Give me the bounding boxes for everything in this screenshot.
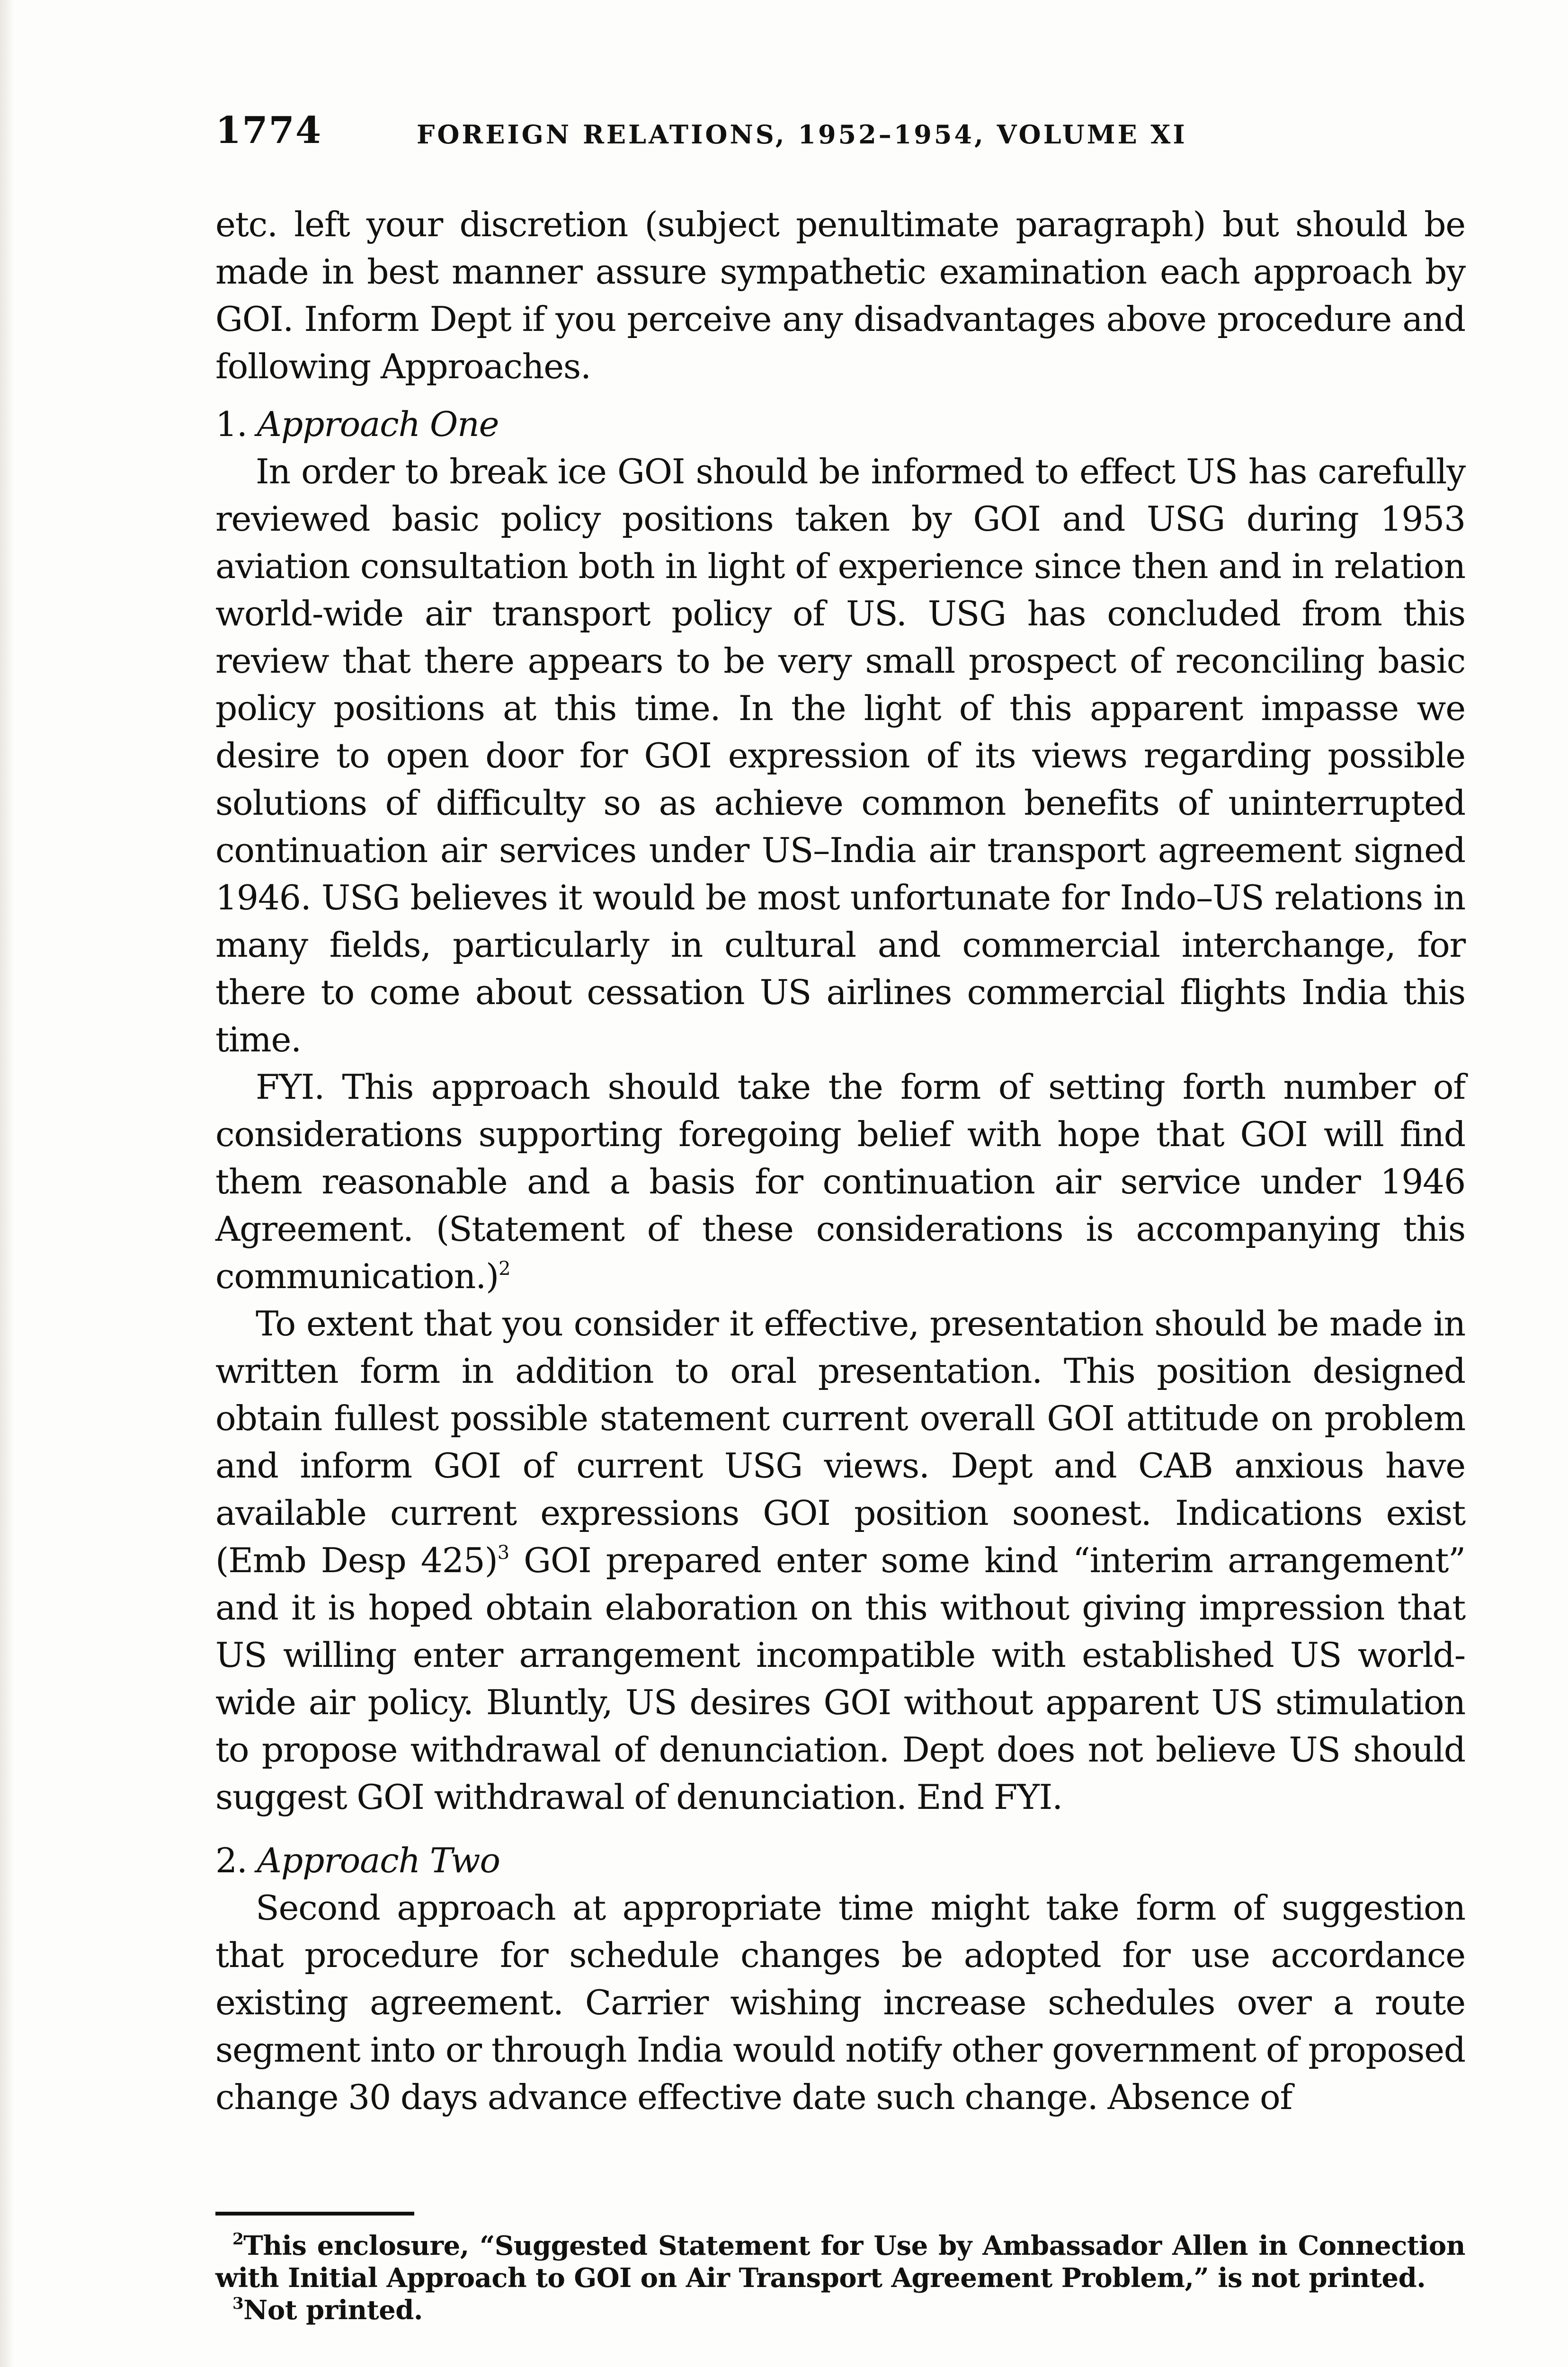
paragraph-presentation-text-b: GOI prepared enter some kind “interim arrangement” and it is hoped obtain elaboration on this without giving impression that US willing enter arrangement incompatible with established US world-wide air policy. Bluntly, US desires GOI without apparent US stimulation to propose withdrawal of denunciation. Dept does not believe US should suggest GOI withdrawal of denunciation. End FYI.: [215, 1541, 1465, 1817]
footnote-divider: [215, 2212, 414, 2216]
scan-edge-shadow: [0, 0, 14, 2367]
section-heading-approach-two: [215, 1837, 1465, 1885]
page-number: 1774: [215, 109, 322, 152]
paragraph-fyi-text: FYI. This approach should take the form of setting forth number of considerations supporting foregoing belief with hope that GOI will find them reasonable and a basis for continuation air service under 1946 Agreement. (Statement of these considerations is accompanying this communication.): [215, 1068, 1465, 1297]
footnotes: [215, 2230, 1465, 2326]
footnote-text: Not printed.: [243, 2295, 423, 2326]
section-title: Approach One: [257, 405, 499, 445]
paragraph-presentation: [215, 1300, 1465, 1821]
paragraph-presentation-text-a: To extent that you consider it effective, presentation should be made in written form in addition to oral presentation. This position designed obtain fullest possible statement current overall GOI attitude on problem and inform GOI of current USG views. Dept and CAB anxious have available current expressions GOI position soonest. Indications exist (Emb Desp 425): [215, 1304, 1465, 1581]
footnote-reference-3: 3: [497, 1542, 509, 1564]
section-heading-approach-one: [215, 401, 1465, 448]
running-head: FOREIGN RELATIONS, 1952–1954, VOLUME XI: [417, 119, 1187, 150]
section-number: 1.: [215, 405, 247, 445]
section-number: 2.: [215, 1841, 247, 1881]
paragraph-approach-one: In order to break ice GOI should be informed to effect US has carefully reviewed basic policy positions taken by GOI and USG during 1953 aviation consultation both in light of experience since then and in relation world-wide air transport policy of US. USG has concluded from this review that there appears to be very small prospect of reconciling basic policy positions at this time. In the light of this apparent impasse we desire to open door for GOI expression of its views regarding possible solutions of difficulty so as achieve common benefits of uninterrupted continuation air services under US–India air transport agreement signed 1946. USG believes it would be most unfortunate for Indo–US relations in many fields, particularly in cultural and commercial interchange, for there to come about cessation US airlines commercial flights India this time.: [215, 452, 1465, 1060]
footnote-2: [215, 2230, 1465, 2294]
paragraph-continuation: etc. left your discretion (subject penultimate paragraph) but should be made in best manner assure sympathetic examination each approach by GOI. Inform Dept if you perceive any disadvantages above procedure and following Approaches.: [215, 205, 1465, 387]
footnote-text: This enclosure, “Suggested Statement for Use by Ambassador Allen in Connection with Initial Approach to GOI on Air Transport Agreement Problem,” is not printed.: [215, 2230, 1465, 2294]
paragraph-approach-two: Second approach at appropriate time might take form of suggestion that procedure for schedule changes be adopted for use accordance existing agreement. Carrier wishing increase schedules over a route segment into or through India would notify other government of proposed change 30 days advance effective date such change. Absence of: [215, 1888, 1465, 2118]
paragraph-fyi: [215, 1064, 1465, 1300]
footnote-mark: 2: [232, 2230, 244, 2249]
page-header: [215, 109, 1465, 161]
footnote-mark: 3: [232, 2294, 244, 2313]
footnote-3: [215, 2294, 1465, 2326]
footnote-reference-2: 2: [499, 1258, 510, 1280]
body-text: [215, 201, 1465, 2121]
section-title: Approach Two: [257, 1841, 500, 1881]
